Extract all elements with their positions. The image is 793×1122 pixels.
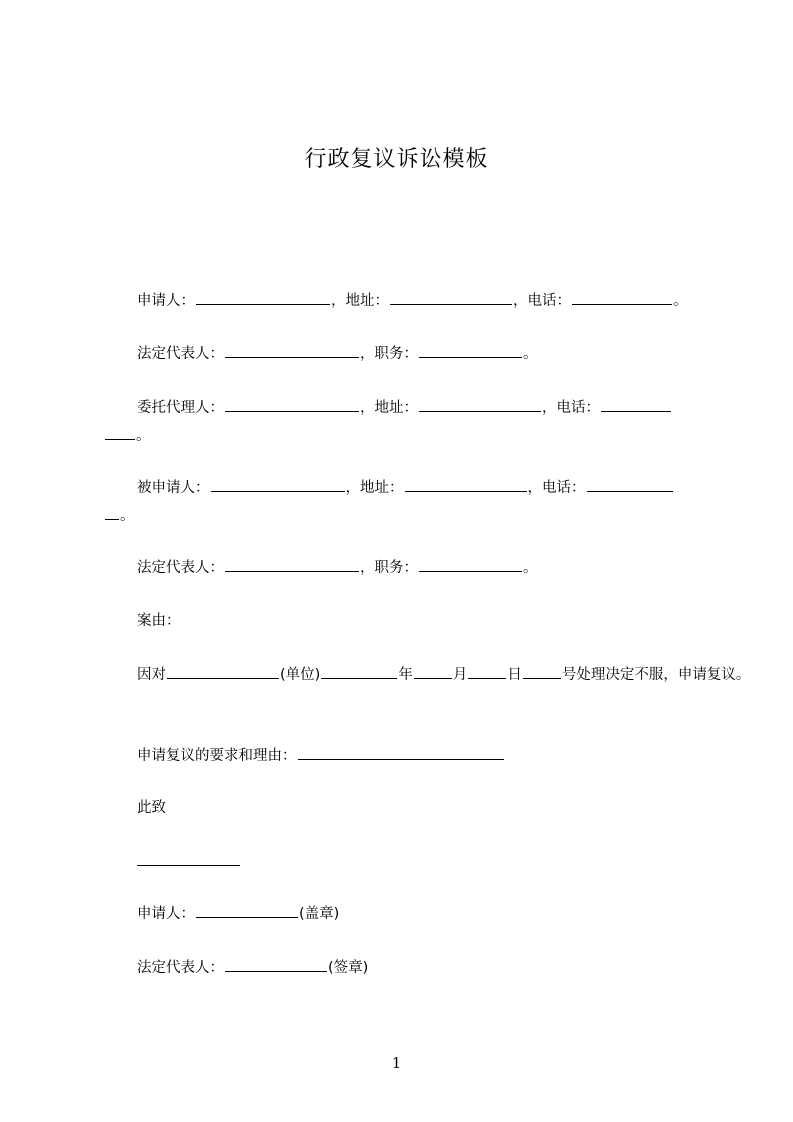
case-day-blank[interactable]: [468, 663, 506, 679]
closing-to: 此致: [137, 800, 166, 816]
applicant-address-blank[interactable]: [390, 289, 512, 305]
respondent-line: [137, 473, 707, 503]
applicant-end: 。: [673, 293, 688, 309]
respondent-address-blank[interactable]: [405, 476, 527, 492]
case-month-blank[interactable]: [414, 663, 452, 679]
applicant-line: [137, 286, 707, 316]
case-detail-line: [137, 660, 751, 690]
agent-label: 委托代理人：: [137, 400, 224, 416]
agent-phone-blank[interactable]: [601, 396, 671, 412]
case-decision-text: 号处理决定不服，申请复议。: [561, 667, 751, 683]
legal-rep2-name-blank[interactable]: [225, 556, 359, 572]
agent-line-cont: [104, 421, 704, 451]
signature-legal-rep-blank[interactable]: [225, 956, 327, 972]
page-number: 1: [391, 1054, 402, 1072]
legal-rep-line: [137, 339, 707, 369]
case-month: 月: [452, 667, 468, 683]
respondent-phone-blank[interactable]: [587, 476, 673, 492]
case-because-of: 因对: [137, 667, 166, 683]
applicant-phone-blank[interactable]: [572, 289, 672, 305]
case-label-line: [137, 606, 707, 636]
case-year-blank[interactable]: [321, 663, 397, 679]
agent-address-label: ，地址：: [360, 400, 418, 416]
agent-phone-blank-cont[interactable]: [105, 424, 135, 440]
applicant-name-blank[interactable]: [196, 289, 330, 305]
case-number-blank[interactable]: [523, 663, 561, 679]
signature-legal-rep-label: 法定代表人：: [137, 960, 224, 976]
signature-legal-rep-line: [137, 953, 707, 983]
signature-applicant-label: 申请人：: [137, 906, 195, 922]
legal-rep2-line: [137, 553, 707, 583]
signature-applicant-line: [137, 899, 707, 929]
case-label: 案由：: [137, 613, 181, 629]
request-label: 申请复议的要求和理由：: [137, 748, 297, 764]
respondent-line-cont: [104, 501, 704, 531]
signature-legal-rep-sign: (签章): [328, 960, 369, 976]
legal-rep2-end: 。: [523, 560, 538, 576]
legal-rep-position-label: ，职务：: [360, 346, 418, 362]
respondent-phone-label: ，电话：: [527, 480, 586, 496]
respondent-label: 被申请人：: [137, 480, 210, 496]
legal-rep2-position-label: ，职务：: [360, 560, 418, 576]
agent-end: 。: [136, 428, 151, 444]
legal-rep-end: 。: [523, 346, 538, 362]
agent-name-blank[interactable]: [225, 396, 359, 412]
case-year: 年: [398, 667, 413, 683]
respondent-end: 。: [120, 508, 135, 524]
case-day: 日: [507, 667, 522, 683]
case-unit: (单位): [280, 667, 321, 683]
legal-rep-label: 法定代表人：: [137, 346, 224, 362]
request-line: [137, 741, 707, 771]
respondent-address-label: ，地址：: [345, 480, 404, 496]
respondent-name-blank[interactable]: [211, 476, 345, 492]
case-unit-blank[interactable]: [167, 663, 279, 679]
legal-rep-position-blank[interactable]: [419, 342, 522, 358]
respondent-phone-blank-cont[interactable]: [105, 504, 119, 520]
legal-rep2-position-blank[interactable]: [419, 556, 522, 572]
legal-rep-name-blank[interactable]: [225, 342, 359, 358]
request-blank[interactable]: [298, 744, 504, 760]
closing-line: [137, 793, 707, 823]
applicant-phone-label: ，电话：: [513, 293, 571, 309]
document-title: 行政复议诉讼模板: [304, 147, 489, 172]
agent-phone-label: ，电话：: [542, 400, 600, 416]
applicant-address-label: ，地址：: [331, 293, 389, 309]
legal-rep2-label: 法定代表人：: [137, 560, 224, 576]
recipient-blank[interactable]: [137, 865, 240, 866]
signature-applicant-blank[interactable]: [196, 902, 298, 918]
agent-address-blank[interactable]: [419, 396, 541, 412]
signature-applicant-seal: (盖章): [299, 906, 340, 922]
agent-line: [137, 393, 707, 423]
applicant-label: 申请人：: [137, 293, 195, 309]
